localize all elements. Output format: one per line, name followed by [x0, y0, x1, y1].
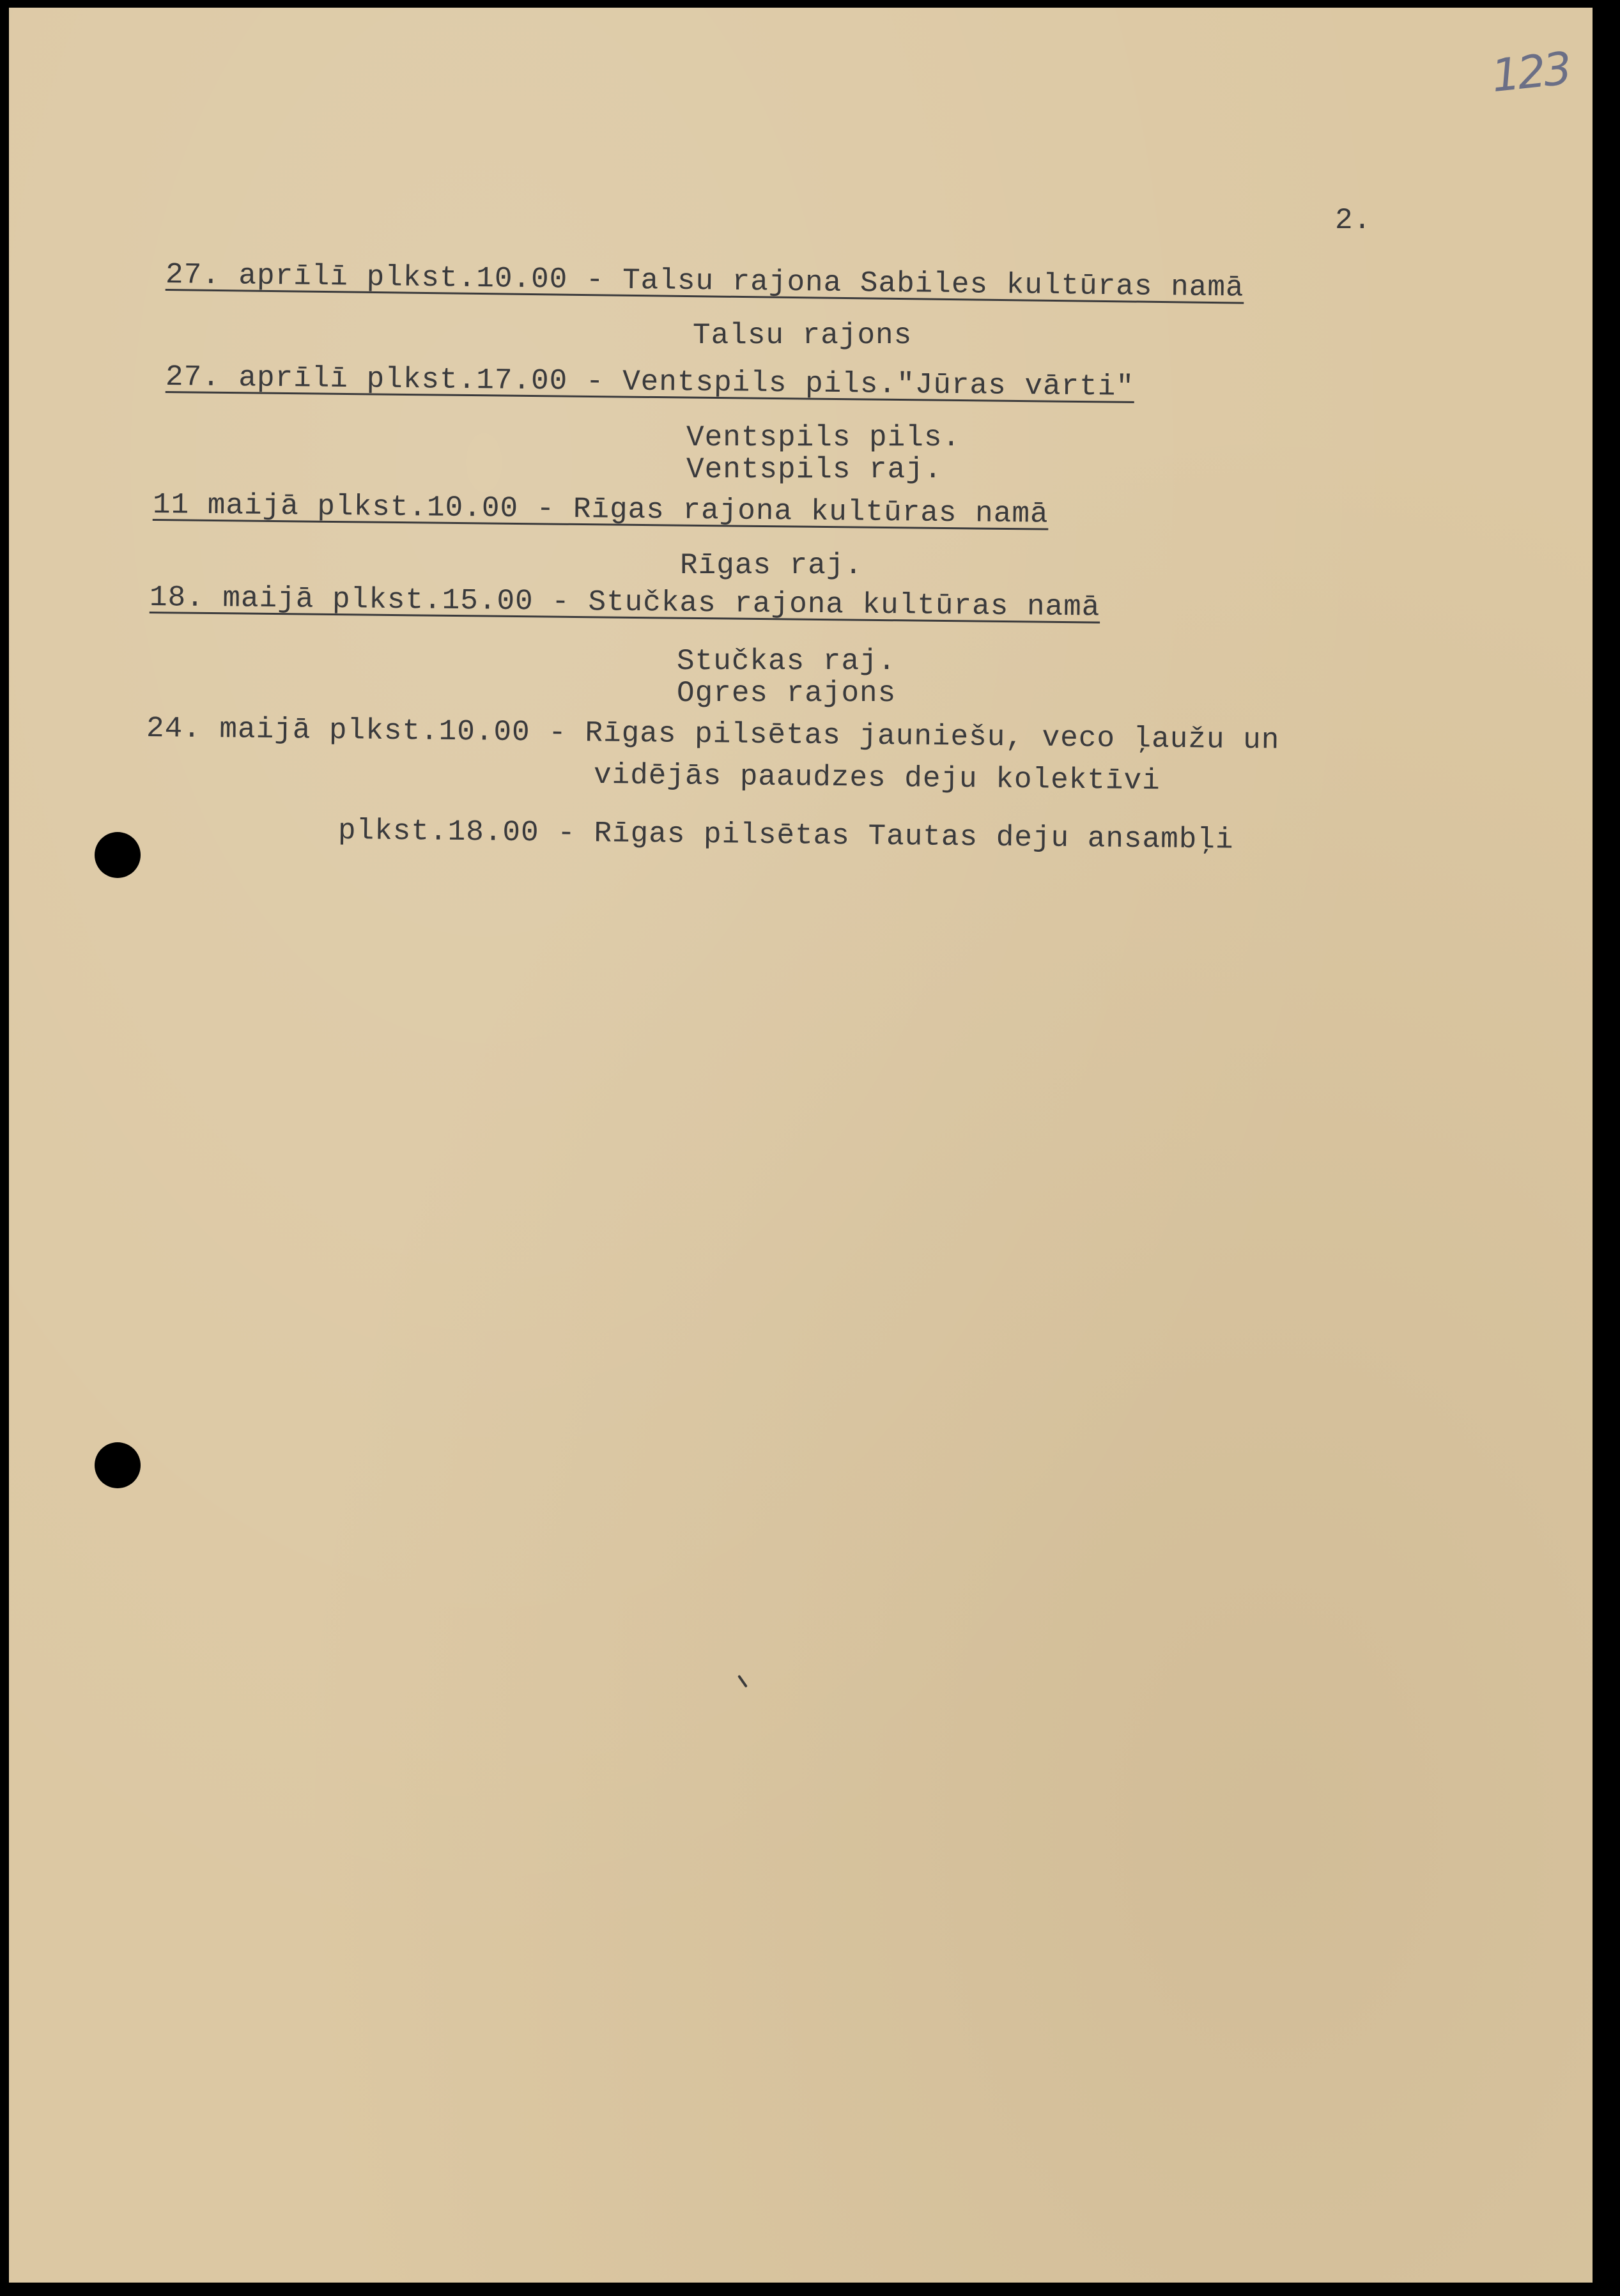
final-entry-line-3: plkst.18.00 - Rīgas pilsētas Tautas deju ansambļi [337, 814, 1234, 857]
district-4-1: Stučkas raj. [677, 645, 897, 678]
final-entry-line-2: vidējās paaudzes deju kolektīvi [593, 759, 1161, 798]
schedule-heading-4: 18. maijā plkst.15.00 - Stučkas rajona kultūras namā [149, 581, 1100, 624]
punch-hole-top [95, 832, 141, 878]
final-entry-line-1: 24. maijā plkst.10.00 - Rīgas pilsētas jauniešu, veco ļaužu un [146, 712, 1280, 757]
district-1-1: Talsu rajons [693, 319, 913, 352]
schedule-heading-3: 11 maijā plkst.10.00 - Rīgas rajona kultūras namā [152, 488, 1049, 531]
schedule-heading-2: 27. aprīlī plkst.17.00 - Ventspils pils."Jūras vārti" [165, 360, 1135, 404]
document-page [9, 8, 1593, 2283]
paper-mark [737, 1675, 748, 1688]
district-3-1: Rīgas raj. [680, 549, 863, 582]
punch-hole-bottom [95, 1442, 141, 1488]
district-2-2: Ventspils raj. [686, 453, 943, 486]
archive-page-number: 123 [1489, 42, 1572, 103]
district-4-2: Ogres rajons [677, 677, 897, 710]
page-number: 2. [1335, 204, 1372, 237]
district-2-1: Ventspils pils. [686, 421, 961, 454]
schedule-heading-1: 27. aprīlī plkst.10.00 - Talsu rajona Sabiles kultūras namā [165, 258, 1244, 305]
